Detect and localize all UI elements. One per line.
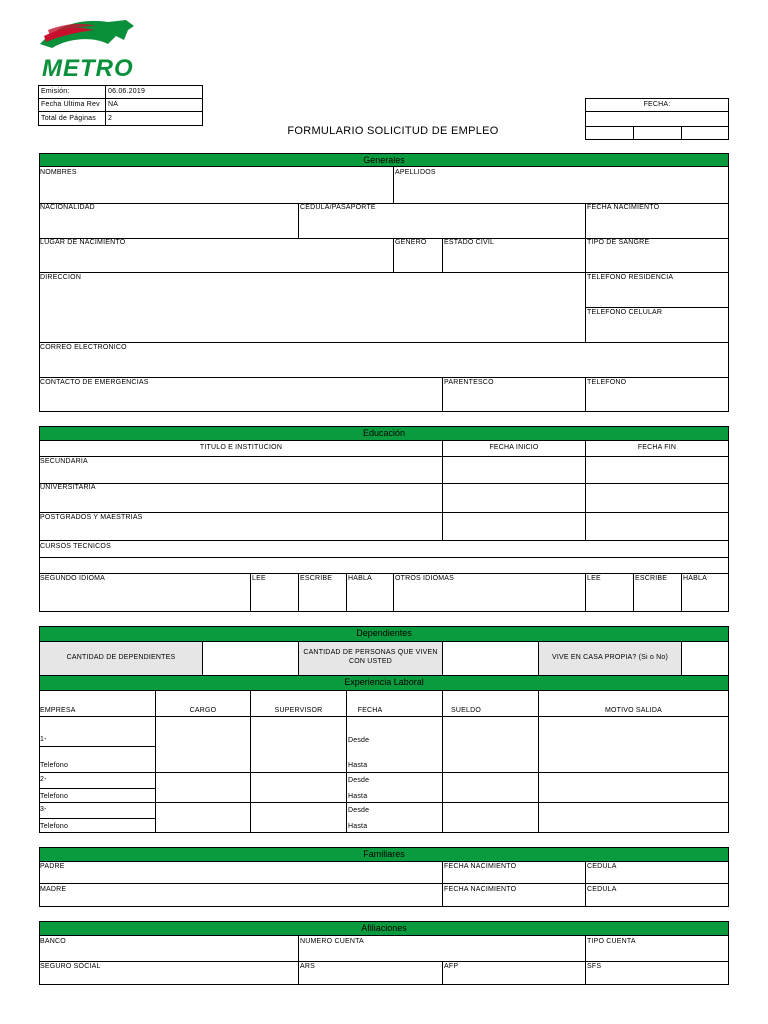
exp-motivo-label: MOTIVO SALIDA — [604, 707, 663, 714]
correo-label: CORREO ELECTRONICO — [40, 344, 127, 351]
otros-habla-label: HABLA — [683, 575, 707, 582]
col-fin-label: FECHA FIN — [637, 444, 677, 451]
exp-row3-num: 3- — [40, 806, 47, 813]
exp-row3-supervisor-field[interactable] — [250, 802, 347, 833]
exp-row1-supervisor-field[interactable] — [250, 716, 347, 773]
seguro-social-label: SEGURO SOCIAL — [40, 963, 101, 970]
fecha-day-field[interactable] — [585, 126, 634, 140]
padre-cedula-label: CEDULA — [587, 863, 617, 870]
exp-row2-telefono-label: Telefono — [40, 793, 69, 800]
padre-field[interactable] — [39, 861, 443, 884]
exp-supervisor-label: SUPERVISOR — [274, 707, 323, 714]
exp-row2-cargo-field[interactable] — [155, 772, 251, 803]
segundo-habla-label: HABLA — [348, 575, 372, 582]
personas-field[interactable] — [442, 641, 539, 676]
otros-idiomas-label: OTROS IDIOMAS — [395, 575, 454, 582]
universitaria-field[interactable] — [39, 483, 443, 513]
secundaria-inicio-field[interactable] — [442, 456, 586, 484]
exp-cargo-label: CARGO — [189, 707, 217, 714]
apellidos-label: APELLIDOS — [395, 169, 436, 176]
educacion-header: Educación — [39, 426, 729, 441]
meta-rev-value: NA — [108, 101, 119, 108]
meta-rev-value-cell — [105, 98, 203, 112]
correo-field[interactable] — [39, 342, 729, 378]
experiencia-header: Experiencia Laboral — [39, 675, 729, 691]
direccion-label: DIRECCION — [40, 274, 82, 281]
meta-total-value: 2 — [108, 115, 113, 122]
meta-rev-label: Fecha Ultima Rev — [41, 101, 100, 108]
exp-row1-telefono-label: Telefono — [40, 762, 69, 769]
cursos-extra-field[interactable] — [39, 557, 729, 574]
personas-label-line2: CON USTED — [348, 658, 393, 665]
exp-row1-hasta: Hasta — [348, 762, 368, 769]
apellidos-field[interactable] — [393, 166, 729, 204]
exp-empresa-label: EMPRESA — [40, 707, 76, 714]
exp-row1-desde: Desde — [348, 737, 370, 744]
nacionalidad-label: NACIONALIDAD — [40, 204, 95, 211]
padre-label: PADRE — [40, 863, 65, 870]
madre-field[interactable] — [39, 883, 443, 907]
genero-label: GENERO — [395, 239, 427, 246]
numero-cuenta-label: NUMERO CUENTA — [300, 938, 364, 945]
parentesco-label: PARENTESCO — [444, 379, 494, 386]
postgrados-label: POSTGRADOS Y MAESTRIAS — [40, 514, 143, 521]
generales-header: Generales — [39, 153, 729, 167]
meta-total-label: Total de Páginas — [41, 115, 96, 122]
lugar-nacimiento-label: LUGAR DE NACIMIENTO — [40, 239, 126, 246]
otros-lee-label: LEE — [587, 575, 601, 582]
exp-row1-num: 1- — [40, 736, 47, 743]
exp-row3-sueldo-field[interactable] — [442, 802, 539, 833]
cantidad-dependientes-field[interactable] — [202, 641, 299, 676]
secundaria-label: SECUNDARIA — [40, 458, 88, 465]
postgrados-fin-field[interactable] — [585, 512, 729, 541]
col-titulo-label: TITULO E INSTITUCION — [199, 444, 283, 451]
ars-field[interactable] — [298, 961, 443, 985]
universitaria-fin-field[interactable] — [585, 483, 729, 513]
dependientes-header: Dependientes — [39, 626, 729, 642]
fecha-month-field[interactable] — [633, 126, 682, 140]
col-inicio-label: FECHA INICIO — [489, 444, 539, 451]
cantidad-dependientes-label: CANTIDAD DE DEPENDIENTES — [66, 654, 176, 661]
universitaria-label: UNIVERSITARIA — [40, 484, 96, 491]
fecha-label: FECHA: — [643, 101, 671, 108]
personas-label-line1: CANTIDAD DE PERSONAS QUE VIVEN — [303, 649, 438, 656]
sfs-field[interactable] — [585, 961, 729, 985]
fecha-nacimiento-label: FECHA NACIMIENTO — [587, 204, 660, 211]
banco-field[interactable] — [39, 935, 299, 962]
madre-label: MADRE — [40, 886, 67, 893]
exp-row1-cargo-field[interactable] — [155, 716, 251, 773]
exp-row2-sueldo-field[interactable] — [442, 772, 539, 803]
ars-label: ARS — [300, 963, 315, 970]
fecha-input-cell[interactable] — [585, 111, 729, 127]
direccion-field[interactable] — [39, 272, 586, 343]
exp-row3-motivo-field[interactable] — [538, 802, 729, 833]
secundaria-fin-field[interactable] — [585, 456, 729, 484]
meta-total-value-cell — [105, 111, 203, 126]
logo-text: METRO — [42, 55, 134, 82]
exp-row2-supervisor-field[interactable] — [250, 772, 347, 803]
banco-label: BANCO — [40, 938, 66, 945]
meta-emision-value: 06.06.2019 — [108, 88, 146, 95]
page-title: FORMULARIO SOLICITUD DE EMPLEO — [287, 125, 499, 137]
exp-sueldo-label: SUELDO — [451, 707, 481, 714]
cursos-label: CURSOS TECNICOS — [40, 543, 111, 550]
segundo-escribe-label: ESCRIBE — [300, 575, 333, 582]
exp-row3-hasta: Hasta — [348, 823, 368, 830]
cedula-label: CEDULA/PASAPORTE — [300, 204, 376, 211]
sfs-label: SFS — [587, 963, 602, 970]
afp-field[interactable] — [442, 961, 586, 985]
otros-escribe-label: ESCRIBE — [635, 575, 668, 582]
horse-emblem-icon — [38, 14, 138, 56]
exp-row2-desde: Desde — [348, 777, 370, 784]
cursos-field[interactable] — [39, 540, 729, 558]
telefono-celular-label: TELEFONO CELULAR — [587, 309, 663, 316]
familiares-header: Familiares — [39, 847, 729, 862]
exp-row2-hasta: Hasta — [348, 793, 368, 800]
madre-cedula-label: CEDULA — [587, 886, 617, 893]
exp-fecha-label: FECHA — [357, 707, 383, 714]
nombres-field[interactable] — [39, 166, 394, 204]
estado-civil-label: ESTADO CIVIL — [444, 239, 495, 246]
padre-fecha-label: FECHA NACIMIENTO — [444, 863, 517, 870]
madre-fecha-label: FECHA NACIMIENTO — [444, 886, 517, 893]
casa-propia-field[interactable] — [681, 641, 729, 676]
exp-row2-empresa-field[interactable] — [39, 772, 156, 789]
exp-row1-motivo-field[interactable] — [538, 716, 729, 773]
secundaria-field[interactable] — [39, 456, 443, 484]
universitaria-inicio-field[interactable] — [442, 483, 586, 513]
exp-row3-empresa-field[interactable] — [39, 802, 156, 819]
exp-row3-cargo-field[interactable] — [155, 802, 251, 833]
exp-row1-sueldo-field[interactable] — [442, 716, 539, 773]
postgrados-inicio-field[interactable] — [442, 512, 586, 541]
exp-row1-empresa-field[interactable] — [39, 716, 156, 747]
afp-label: AFP — [444, 963, 459, 970]
exp-row3-telefono-label: Telefono — [40, 823, 69, 830]
telefono-label: TELEFONO — [587, 379, 627, 386]
fecha-year-field[interactable] — [681, 126, 729, 140]
tipo-sangre-label: TIPO DE SANGRE — [587, 239, 650, 246]
casa-propia-label: VIVE EN CASA PROPIA? (Si o No) — [551, 654, 669, 661]
afiliaciones-header: Afiliaciones — [39, 921, 729, 936]
meta-emision-label: Emisión: — [41, 88, 70, 95]
segundo-lee-label: LEE — [252, 575, 266, 582]
contacto-emergencias-label: CONTACTO DE EMERGENCIAS — [40, 379, 149, 386]
tipo-cuenta-label: TIPO CUENTA — [587, 938, 636, 945]
telefono-residencia-label: TELEFONO RESIDENCIA — [587, 274, 674, 281]
exp-row3-desde: Desde — [348, 807, 370, 814]
nombres-label: NOMBRES — [40, 169, 77, 176]
exp-row2-num: 2- — [40, 776, 47, 783]
segundo-idioma-label: SEGUNDO IDIOMA — [40, 575, 106, 582]
exp-row2-motivo-field[interactable] — [538, 772, 729, 803]
